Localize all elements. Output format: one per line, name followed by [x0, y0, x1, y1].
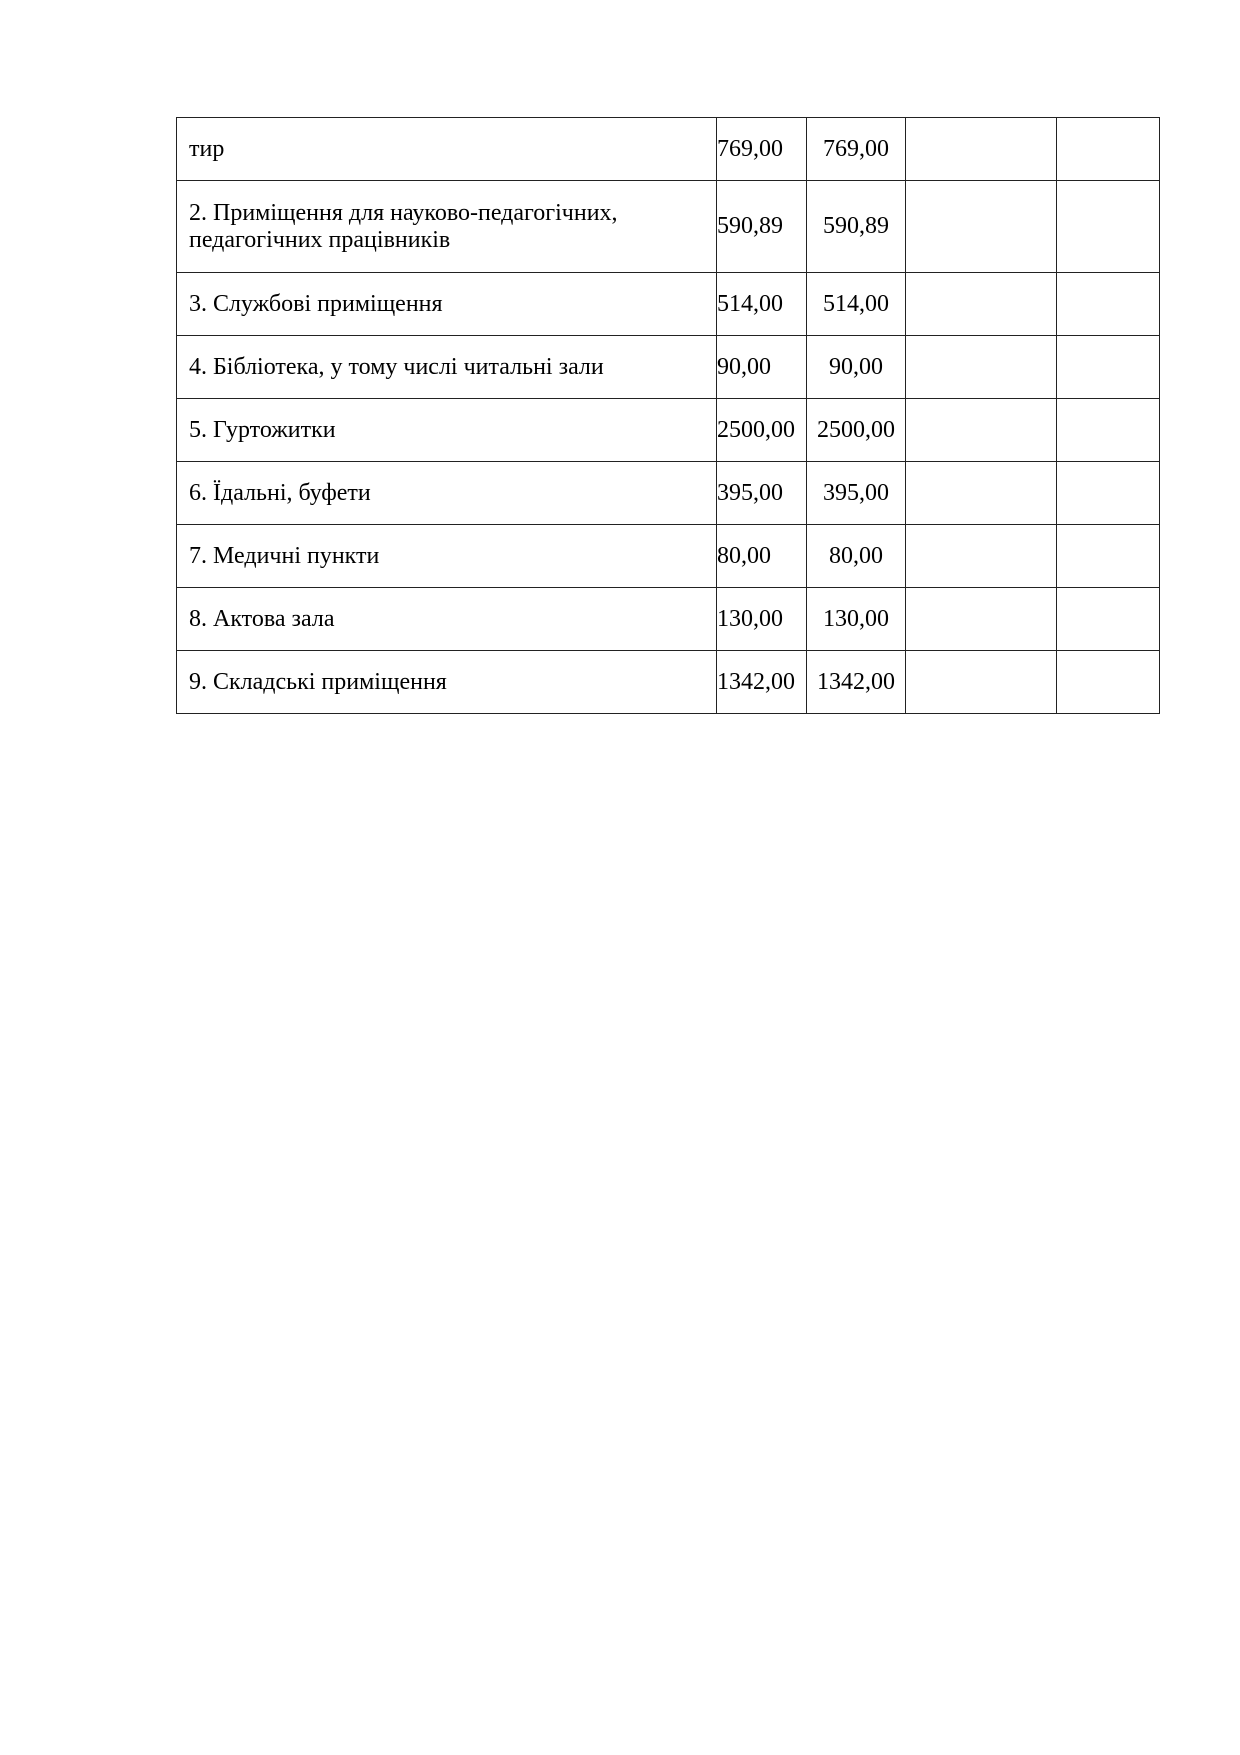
- facility-name-cell: [177, 336, 717, 399]
- table-row: [177, 118, 1160, 181]
- facility-name: 3. Службові приміщення: [189, 290, 443, 317]
- empty-cell: [906, 336, 1057, 399]
- empty-cell: [1057, 118, 1160, 181]
- facility-name: 2. Приміщення для науково-педагогічних, педагогічних працівників: [189, 199, 618, 253]
- empty-cell: [906, 525, 1057, 588]
- empty-cell: [906, 399, 1057, 462]
- empty-cell: [1057, 588, 1160, 651]
- table-row: [177, 181, 1160, 273]
- area-value-cell: 80,00: [807, 525, 906, 588]
- table-row: [177, 588, 1160, 651]
- facility-name-cell: [177, 399, 717, 462]
- empty-cell: [906, 118, 1057, 181]
- facility-name-cell: [177, 118, 717, 181]
- area-value-cell: 90,00: [717, 336, 807, 399]
- area-value-cell: 514,00: [807, 273, 906, 336]
- area-value-cell: 395,00: [807, 462, 906, 525]
- empty-cell: [1057, 525, 1160, 588]
- empty-cell: [906, 273, 1057, 336]
- area-value-cell: 80,00: [717, 525, 807, 588]
- empty-cell: [1057, 336, 1160, 399]
- facility-name: 5. Гуртожитки: [189, 416, 336, 443]
- table-row: [177, 525, 1160, 588]
- facility-name: тир: [189, 135, 225, 162]
- area-value-cell: 514,00: [717, 273, 807, 336]
- table-row: [177, 651, 1160, 714]
- table-row: [177, 399, 1160, 462]
- empty-cell: [906, 651, 1057, 714]
- area-value-cell: 590,89: [717, 181, 807, 273]
- facility-name: 9. Складські приміщення: [189, 668, 447, 695]
- empty-cell: [906, 462, 1057, 525]
- empty-cell: [1057, 273, 1160, 336]
- facility-name: 6. Їдальні, буфети: [189, 479, 371, 506]
- area-value-cell: 769,00: [717, 118, 807, 181]
- empty-cell: [1057, 399, 1160, 462]
- empty-cell: [906, 181, 1057, 273]
- facility-name: 7. Медичні пункти: [189, 542, 380, 569]
- area-value-cell: 1342,00: [807, 651, 906, 714]
- facility-name-cell: [177, 651, 717, 714]
- facilities-area-table: [176, 117, 1160, 714]
- area-value-cell: 395,00: [717, 462, 807, 525]
- empty-cell: [1057, 462, 1160, 525]
- area-value-cell: 130,00: [717, 588, 807, 651]
- facility-name-cell: [177, 181, 717, 273]
- area-value-cell: 1342,00: [717, 651, 807, 714]
- facility-name-cell: [177, 273, 717, 336]
- area-value-cell: 2500,00: [717, 399, 807, 462]
- area-value-cell: 90,00: [807, 336, 906, 399]
- empty-cell: [906, 588, 1057, 651]
- facility-name-cell: [177, 525, 717, 588]
- facility-name: 4. Бібліотека, у тому числі читальні зали: [189, 353, 604, 380]
- empty-cell: [1057, 181, 1160, 273]
- table-row: [177, 462, 1160, 525]
- area-value-cell: 769,00: [807, 118, 906, 181]
- area-value-cell: 590,89: [807, 181, 906, 273]
- facility-name: 8. Актова зала: [189, 605, 335, 632]
- facility-name-cell: [177, 462, 717, 525]
- table-row: [177, 336, 1160, 399]
- area-value-cell: 2500,00: [807, 399, 906, 462]
- table-row: [177, 273, 1160, 336]
- empty-cell: [1057, 651, 1160, 714]
- facility-name-cell: [177, 588, 717, 651]
- area-value-cell: 130,00: [807, 588, 906, 651]
